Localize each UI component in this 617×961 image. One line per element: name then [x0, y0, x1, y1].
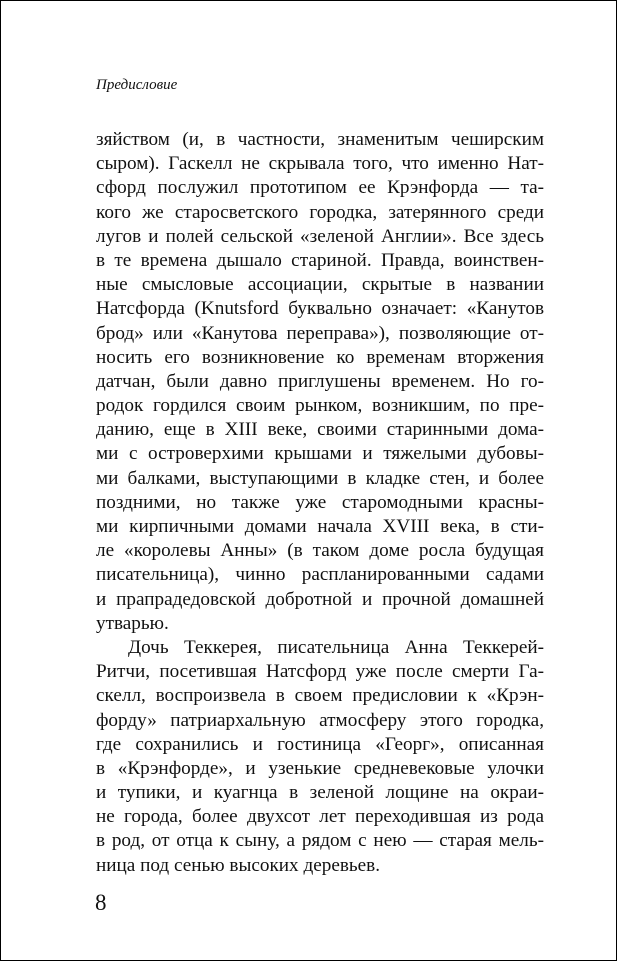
text-line: ница под сенью высоких деревьев. [96, 854, 381, 876]
text-line: Дочь Теккерея, писательница Анна Теккерей- [128, 636, 544, 658]
body-text [96, 128, 544, 878]
text-line: в те времена дышало стариной. Правда, воинствен- [96, 249, 544, 271]
text-line: и прапрадедовской добротной и прочной домашней [96, 588, 544, 610]
text-line: поздними, но также уже старомодными красны- [96, 491, 544, 513]
text-line: лугов и полей сельской «зеленой Англии». Все здесь [96, 225, 544, 247]
paragraph [96, 128, 544, 636]
text-line: брод» или «Канутова переправа»), позволяющие от- [96, 322, 544, 344]
text-line: ми с островерхими крышами и тяжелыми дубовы- [96, 443, 544, 465]
text-line: скелл, воспроизвела в своем предисловии к «Крэн- [96, 685, 544, 707]
text-line: сфорд послужил прототипом ее Крэнфорда — та- [96, 177, 544, 199]
text-line: форду» патриархальную атмосферу этого городка, [96, 709, 544, 731]
text-line: Ритчи, посетившая Натсфорд уже после смерти Га- [96, 661, 544, 683]
running-header: Предисловие [96, 77, 178, 93]
text-line: сыром). Гаскелл не скрывала того, что именно Нат- [96, 153, 544, 175]
text-line: кого же старосветского городка, затерянного среди [96, 201, 544, 223]
paragraph [96, 636, 544, 878]
text-line: не города, более двухсот лет переходившая из рода [96, 806, 544, 828]
text-line: где сохранились и гостиница «Георг», описанная [96, 733, 544, 755]
text-line: писательница), чинно распланированными садами [96, 564, 544, 586]
text-line: ми балками, выступающими в кладке стен, и более [96, 467, 544, 489]
text-line: в род, от отца к сыну, а рядом с нею — старая мель- [96, 830, 544, 852]
text-line: данию, еще в XIII веке, своими старинными дома- [96, 419, 544, 441]
text-line: родок гордился своим рынком, возникшим, по пре- [96, 395, 544, 417]
text-line: ле «королевы Анны» (в таком доме росла будущая [96, 540, 544, 562]
text-line: и тупики, и куагнца в зеленой лощине на окраи- [96, 782, 544, 804]
text-line: утварью. [96, 612, 169, 634]
text-line: Натсфорда (Knutsford буквально означает: «Канутов [96, 298, 544, 320]
text-line: в «Крэнфорде», и узенькие средневековые улочки [96, 757, 544, 779]
text-line: ные смысловые ассоциации, скрытые в названии [96, 274, 544, 296]
text-line: ми кирпичными домами начала XVIII века, в сти- [96, 516, 544, 537]
text-line: датчан, были давно приглушены временем. Но го- [96, 370, 544, 392]
text-line: носить его возникновение ко временам вторжения [96, 346, 544, 368]
page-number: 8 [95, 890, 107, 915]
text-line: зяйством (и, в частности, знаменитым чеширским [96, 129, 544, 150]
